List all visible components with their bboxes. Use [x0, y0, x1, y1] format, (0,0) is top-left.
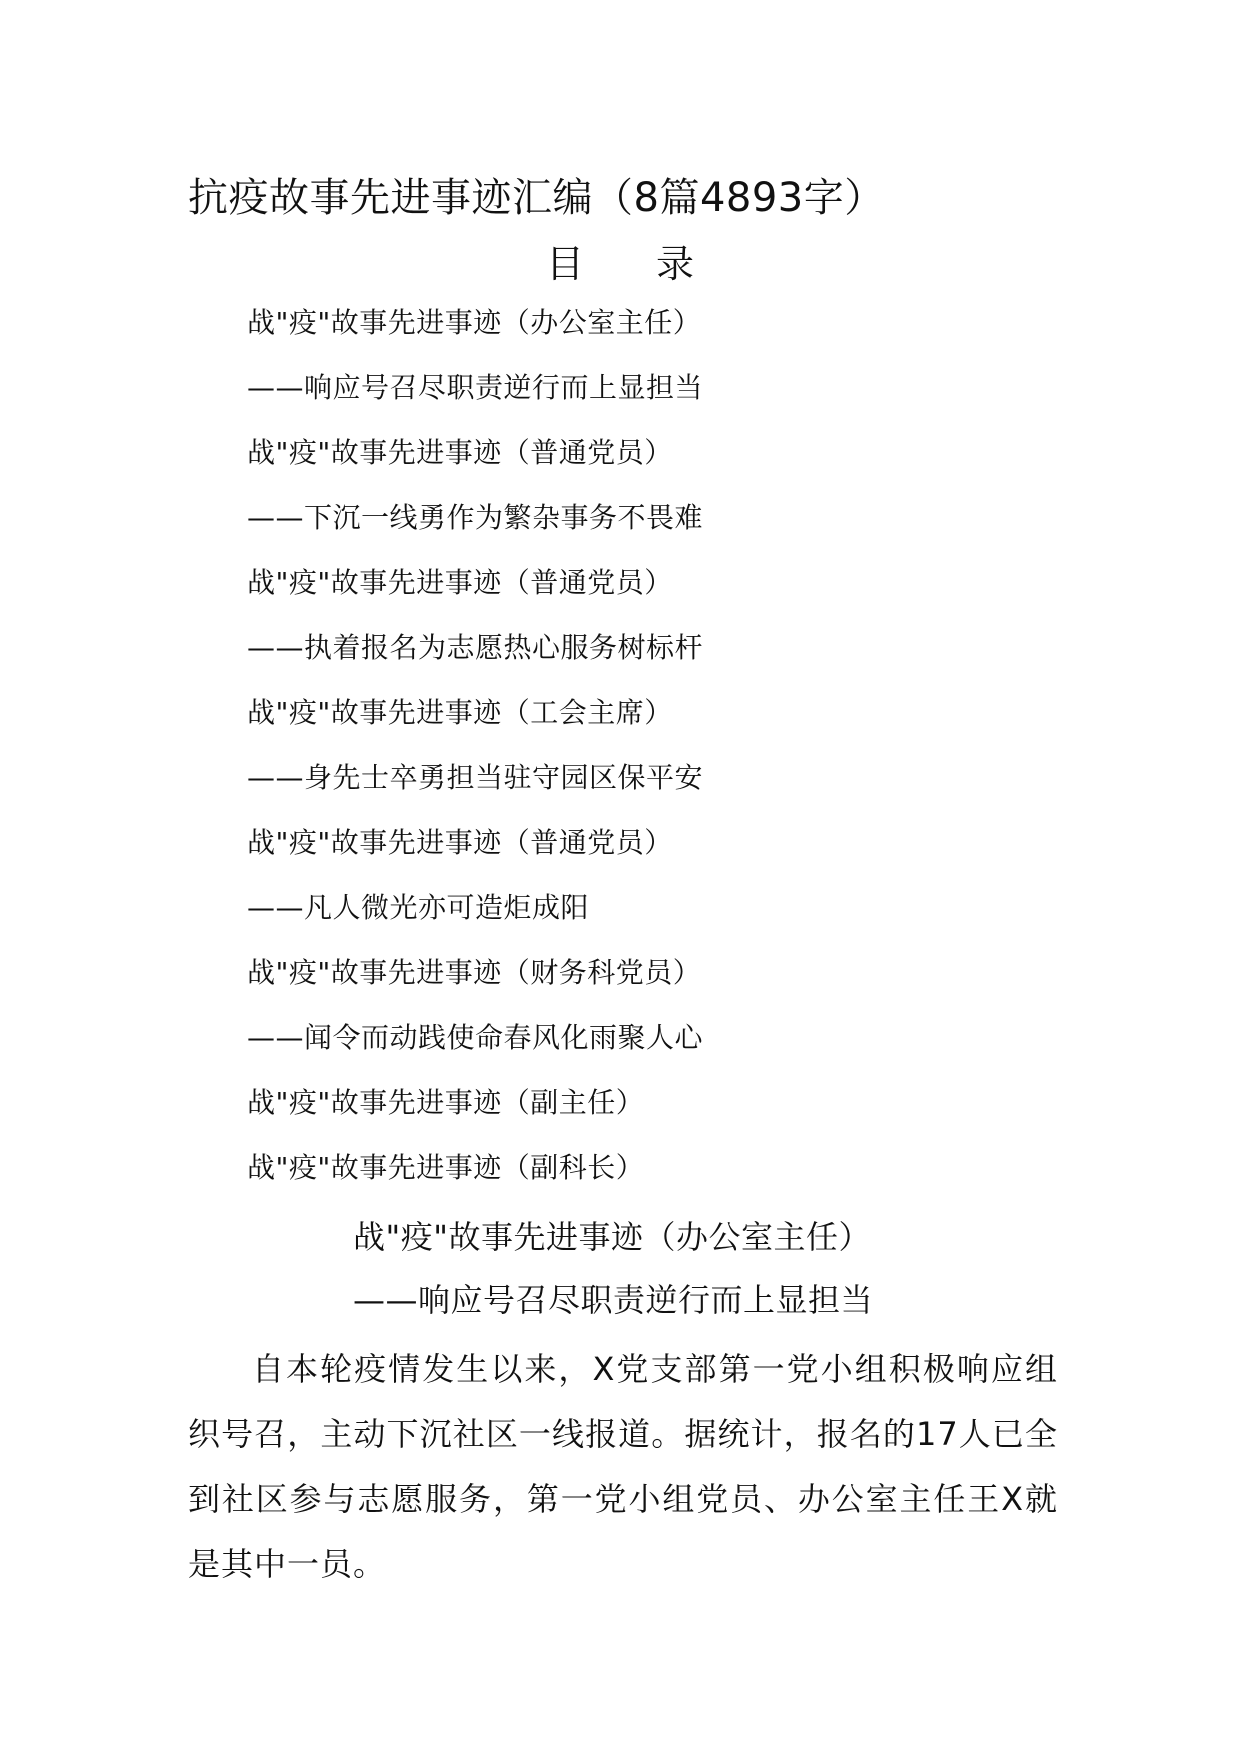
toc-item: ——响应号召尽职责逆行而上显担当 [247, 371, 704, 404]
toc-item: ——身先士卒勇担当驻守园区保平安 [247, 761, 704, 794]
toc-item: 战"疫"故事先进事迹（财务科党员） [247, 956, 702, 989]
toc-item: 战"疫"故事先进事迹（副主任） [247, 1086, 645, 1119]
toc-item: ——下沉一线勇作为繁杂事务不畏难 [247, 501, 704, 534]
toc-item: 战"疫"故事先进事迹（普通党员） [247, 826, 673, 859]
toc-item: 战"疫"故事先进事迹（办公室主任） [247, 306, 702, 339]
document-title: 抗疫故事先进事迹汇编（8篇4893字） [188, 175, 885, 221]
toc-item: 战"疫"故事先进事迹（副科长） [247, 1151, 645, 1184]
article-paragraph: 自本轮疫情发生以来，X党支部第一党小组积极响应组织号召，主动下沉社区一线报道。据统计，报名的17人已全到社区参与志愿服务，第一党小组党员、办公室主任王X就是其中一员。 [188, 1350, 1058, 1583]
toc-item: ——执着报名为志愿热心服务树标杆 [247, 631, 704, 664]
toc-item: ——闻令而动践使命春风化雨聚人心 [247, 1021, 704, 1054]
table-of-contents [247, 303, 703, 1213]
toc-item: ——凡人微光亦可造炬成阳 [247, 891, 590, 924]
article-subtitle: ——响应号召尽职责逆行而上显担当 [353, 1281, 874, 1319]
toc-item: 战"疫"故事先进事迹（工会主席） [247, 696, 673, 729]
article-title: 战"疫"故事先进事迹（办公室主任） [353, 1218, 871, 1256]
toc-item: 战"疫"故事先进事迹（普通党员） [247, 566, 673, 599]
toc-item: 战"疫"故事先进事迹（普通党员） [247, 436, 673, 469]
toc-heading: 目 录 [545, 242, 725, 286]
